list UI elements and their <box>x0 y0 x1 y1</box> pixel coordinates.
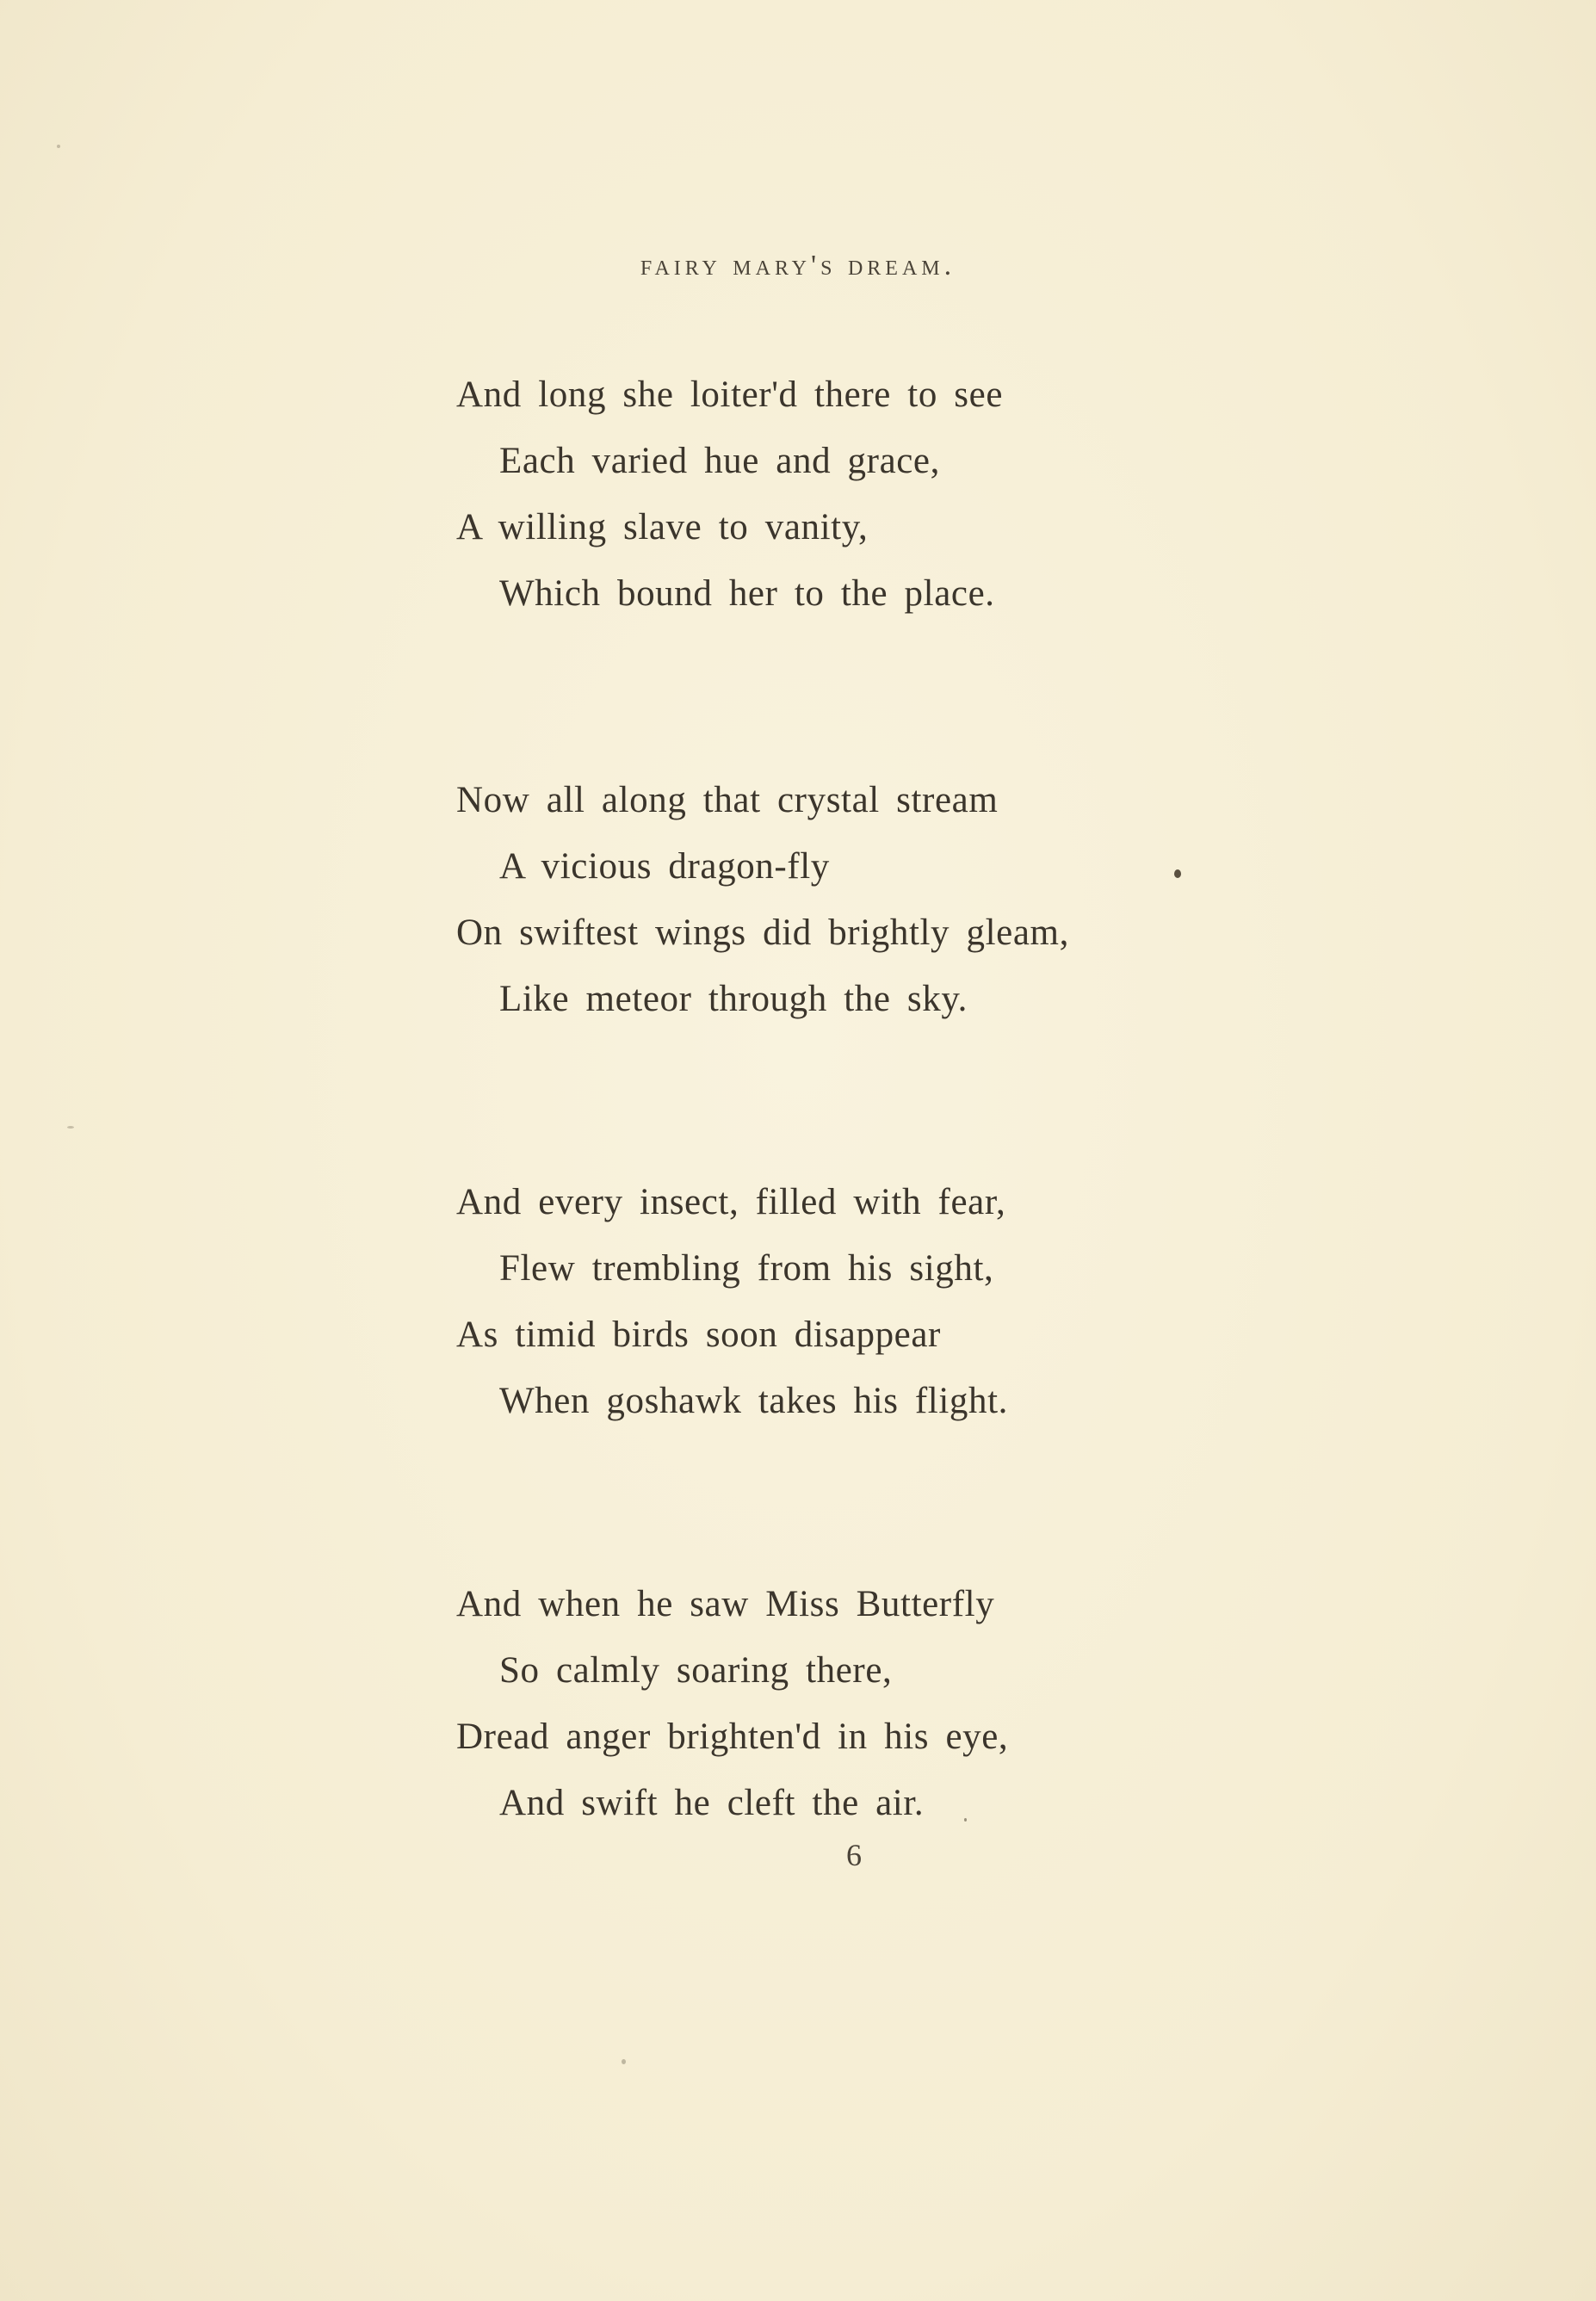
running-head: fairy mary's dream. <box>640 250 956 281</box>
poem-line: So calmly soaring there, <box>499 1650 893 1691</box>
poem-line: And every insect, filled with fear, <box>456 1182 1006 1222</box>
stanza-2 <box>456 767 1317 1032</box>
poem-line: Each varied hue and grace, <box>499 441 940 481</box>
poem-line: As timid birds soon disappear <box>456 1314 941 1355</box>
poem-line: And when he saw Miss Butterfly <box>456 1584 995 1624</box>
poem-line: Flew trembling from his sight, <box>499 1248 994 1289</box>
page-number: 6 <box>846 1838 862 1872</box>
stanza-4 <box>456 1571 1317 1836</box>
ink-speck <box>57 145 60 148</box>
stanza-1 <box>456 362 1317 627</box>
poem-line: Dread anger brighten'd in his eye, <box>456 1716 1009 1757</box>
poem-line: When goshawk takes his flight. <box>499 1381 1008 1421</box>
ink-speck <box>1174 869 1181 878</box>
ink-speck <box>964 1818 967 1822</box>
stanza-3 <box>456 1169 1317 1434</box>
poem-line: A willing slave to vanity, <box>456 507 869 547</box>
poem-line: And long she loiter'd there to see <box>456 374 1004 415</box>
ink-speck <box>622 2059 626 2064</box>
poem-line: A vicious dragon-fly <box>499 846 830 887</box>
poem-line: And swift he cleft the air. <box>499 1783 925 1823</box>
ink-speck <box>67 1126 74 1129</box>
poem-line: Now all along that crystal stream <box>456 780 999 820</box>
poem-line: Which bound her to the place. <box>499 573 995 614</box>
poem-line: On swiftest wings did brightly gleam, <box>456 912 1069 953</box>
poem-line: Like meteor through the sky. <box>499 979 968 1019</box>
